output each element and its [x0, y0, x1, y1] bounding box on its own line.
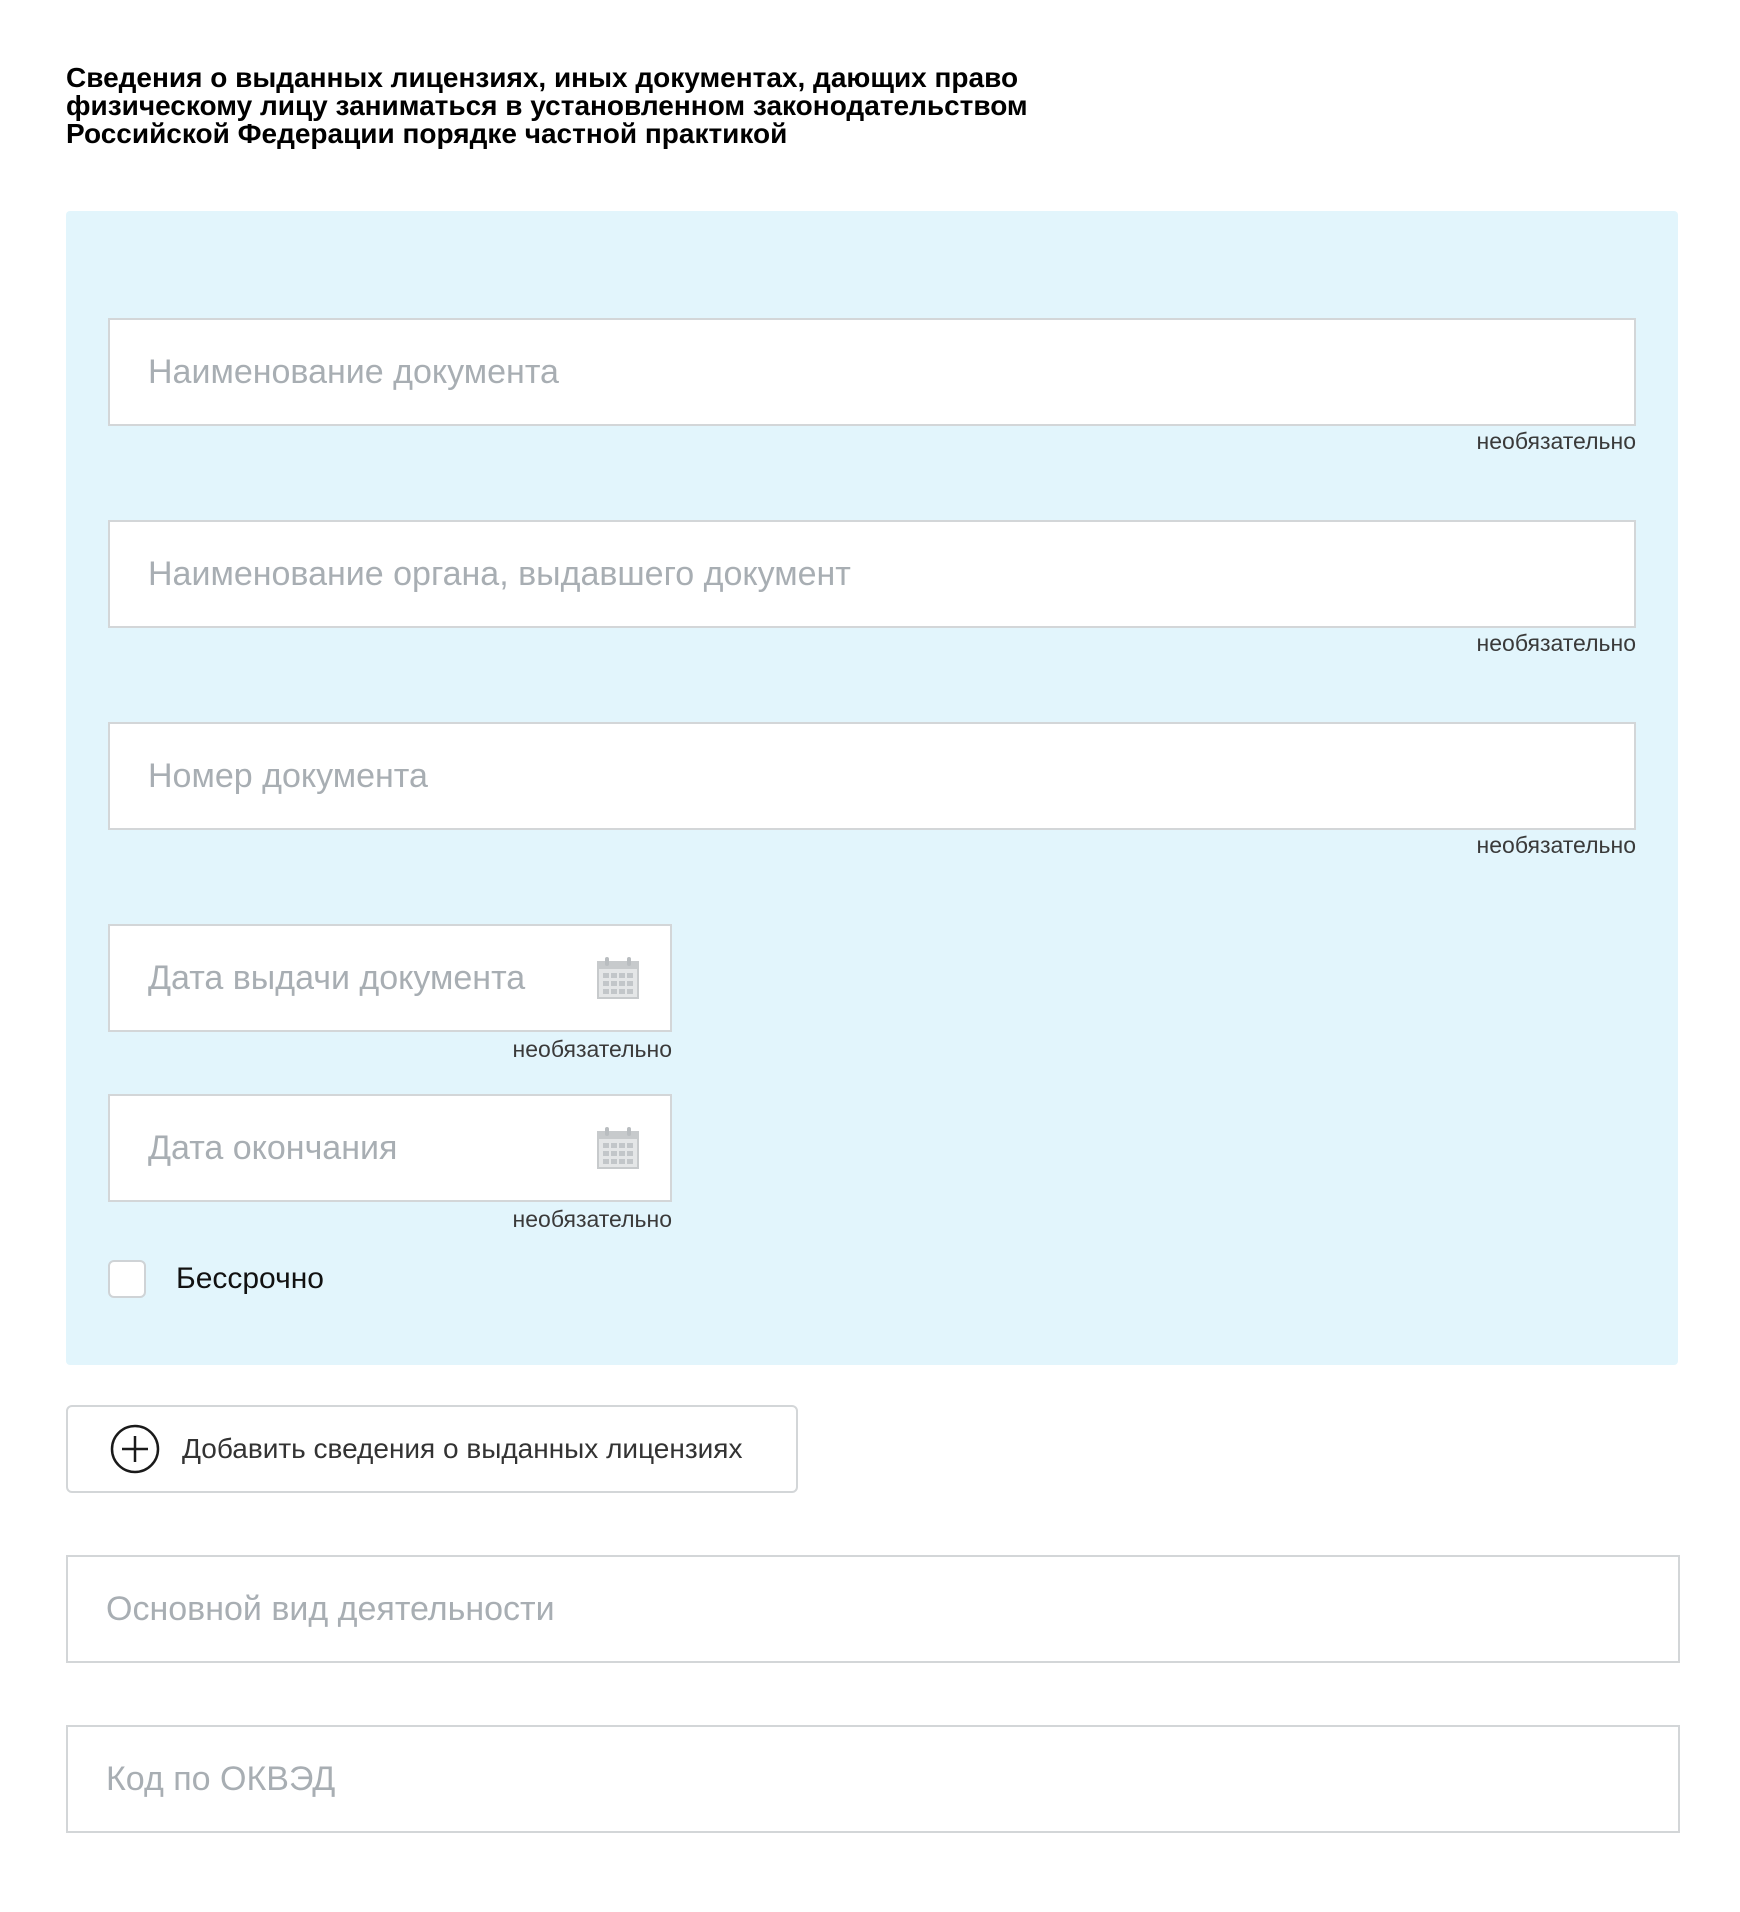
document-name-field[interactable]	[108, 318, 1636, 426]
section-title	[66, 64, 1066, 148]
document-name-input[interactable]	[110, 320, 1634, 424]
optional-hint: необязательно	[512, 1206, 672, 1232]
main-activity-input[interactable]	[68, 1557, 1678, 1661]
issuing-authority-input[interactable]	[110, 522, 1634, 626]
document-number-input[interactable]	[110, 724, 1634, 828]
add-license-button[interactable]	[66, 1405, 798, 1493]
plus-circle-icon	[110, 1424, 160, 1474]
okved-code-field[interactable]	[66, 1725, 1680, 1833]
okved-code-input[interactable]	[68, 1727, 1678, 1831]
section-title-line: физическому лицу заниматься в установленном законодательством	[66, 90, 1028, 121]
add-license-label: Добавить сведения о выданных лицензиях	[182, 1433, 743, 1464]
optional-hint: необязательно	[1476, 630, 1636, 656]
perpetual-checkbox[interactable]	[108, 1260, 146, 1298]
optional-hint: необязательно	[1476, 832, 1636, 858]
issue-date-input[interactable]	[110, 926, 670, 1030]
document-number-field[interactable]	[108, 722, 1636, 830]
optional-hint: необязательно	[512, 1036, 672, 1062]
optional-hint: необязательно	[1476, 428, 1636, 454]
calendar-icon[interactable]	[596, 956, 640, 1000]
section-title-line: Сведения о выданных лицензиях, иных документах, дающих право	[66, 62, 1019, 93]
calendar-icon[interactable]	[596, 1126, 640, 1170]
issue-date-field[interactable]	[108, 924, 672, 1032]
end-date-input[interactable]	[110, 1096, 670, 1200]
end-date-field[interactable]	[108, 1094, 672, 1202]
issuing-authority-field[interactable]	[108, 520, 1636, 628]
perpetual-checkbox-row[interactable]	[108, 1257, 324, 1301]
main-activity-field[interactable]	[66, 1555, 1680, 1663]
license-form-panel	[66, 211, 1678, 1365]
perpetual-label[interactable]: Бессрочно	[176, 1262, 324, 1295]
section-title-line: Российской Федерации порядке частной практикой	[66, 118, 788, 149]
